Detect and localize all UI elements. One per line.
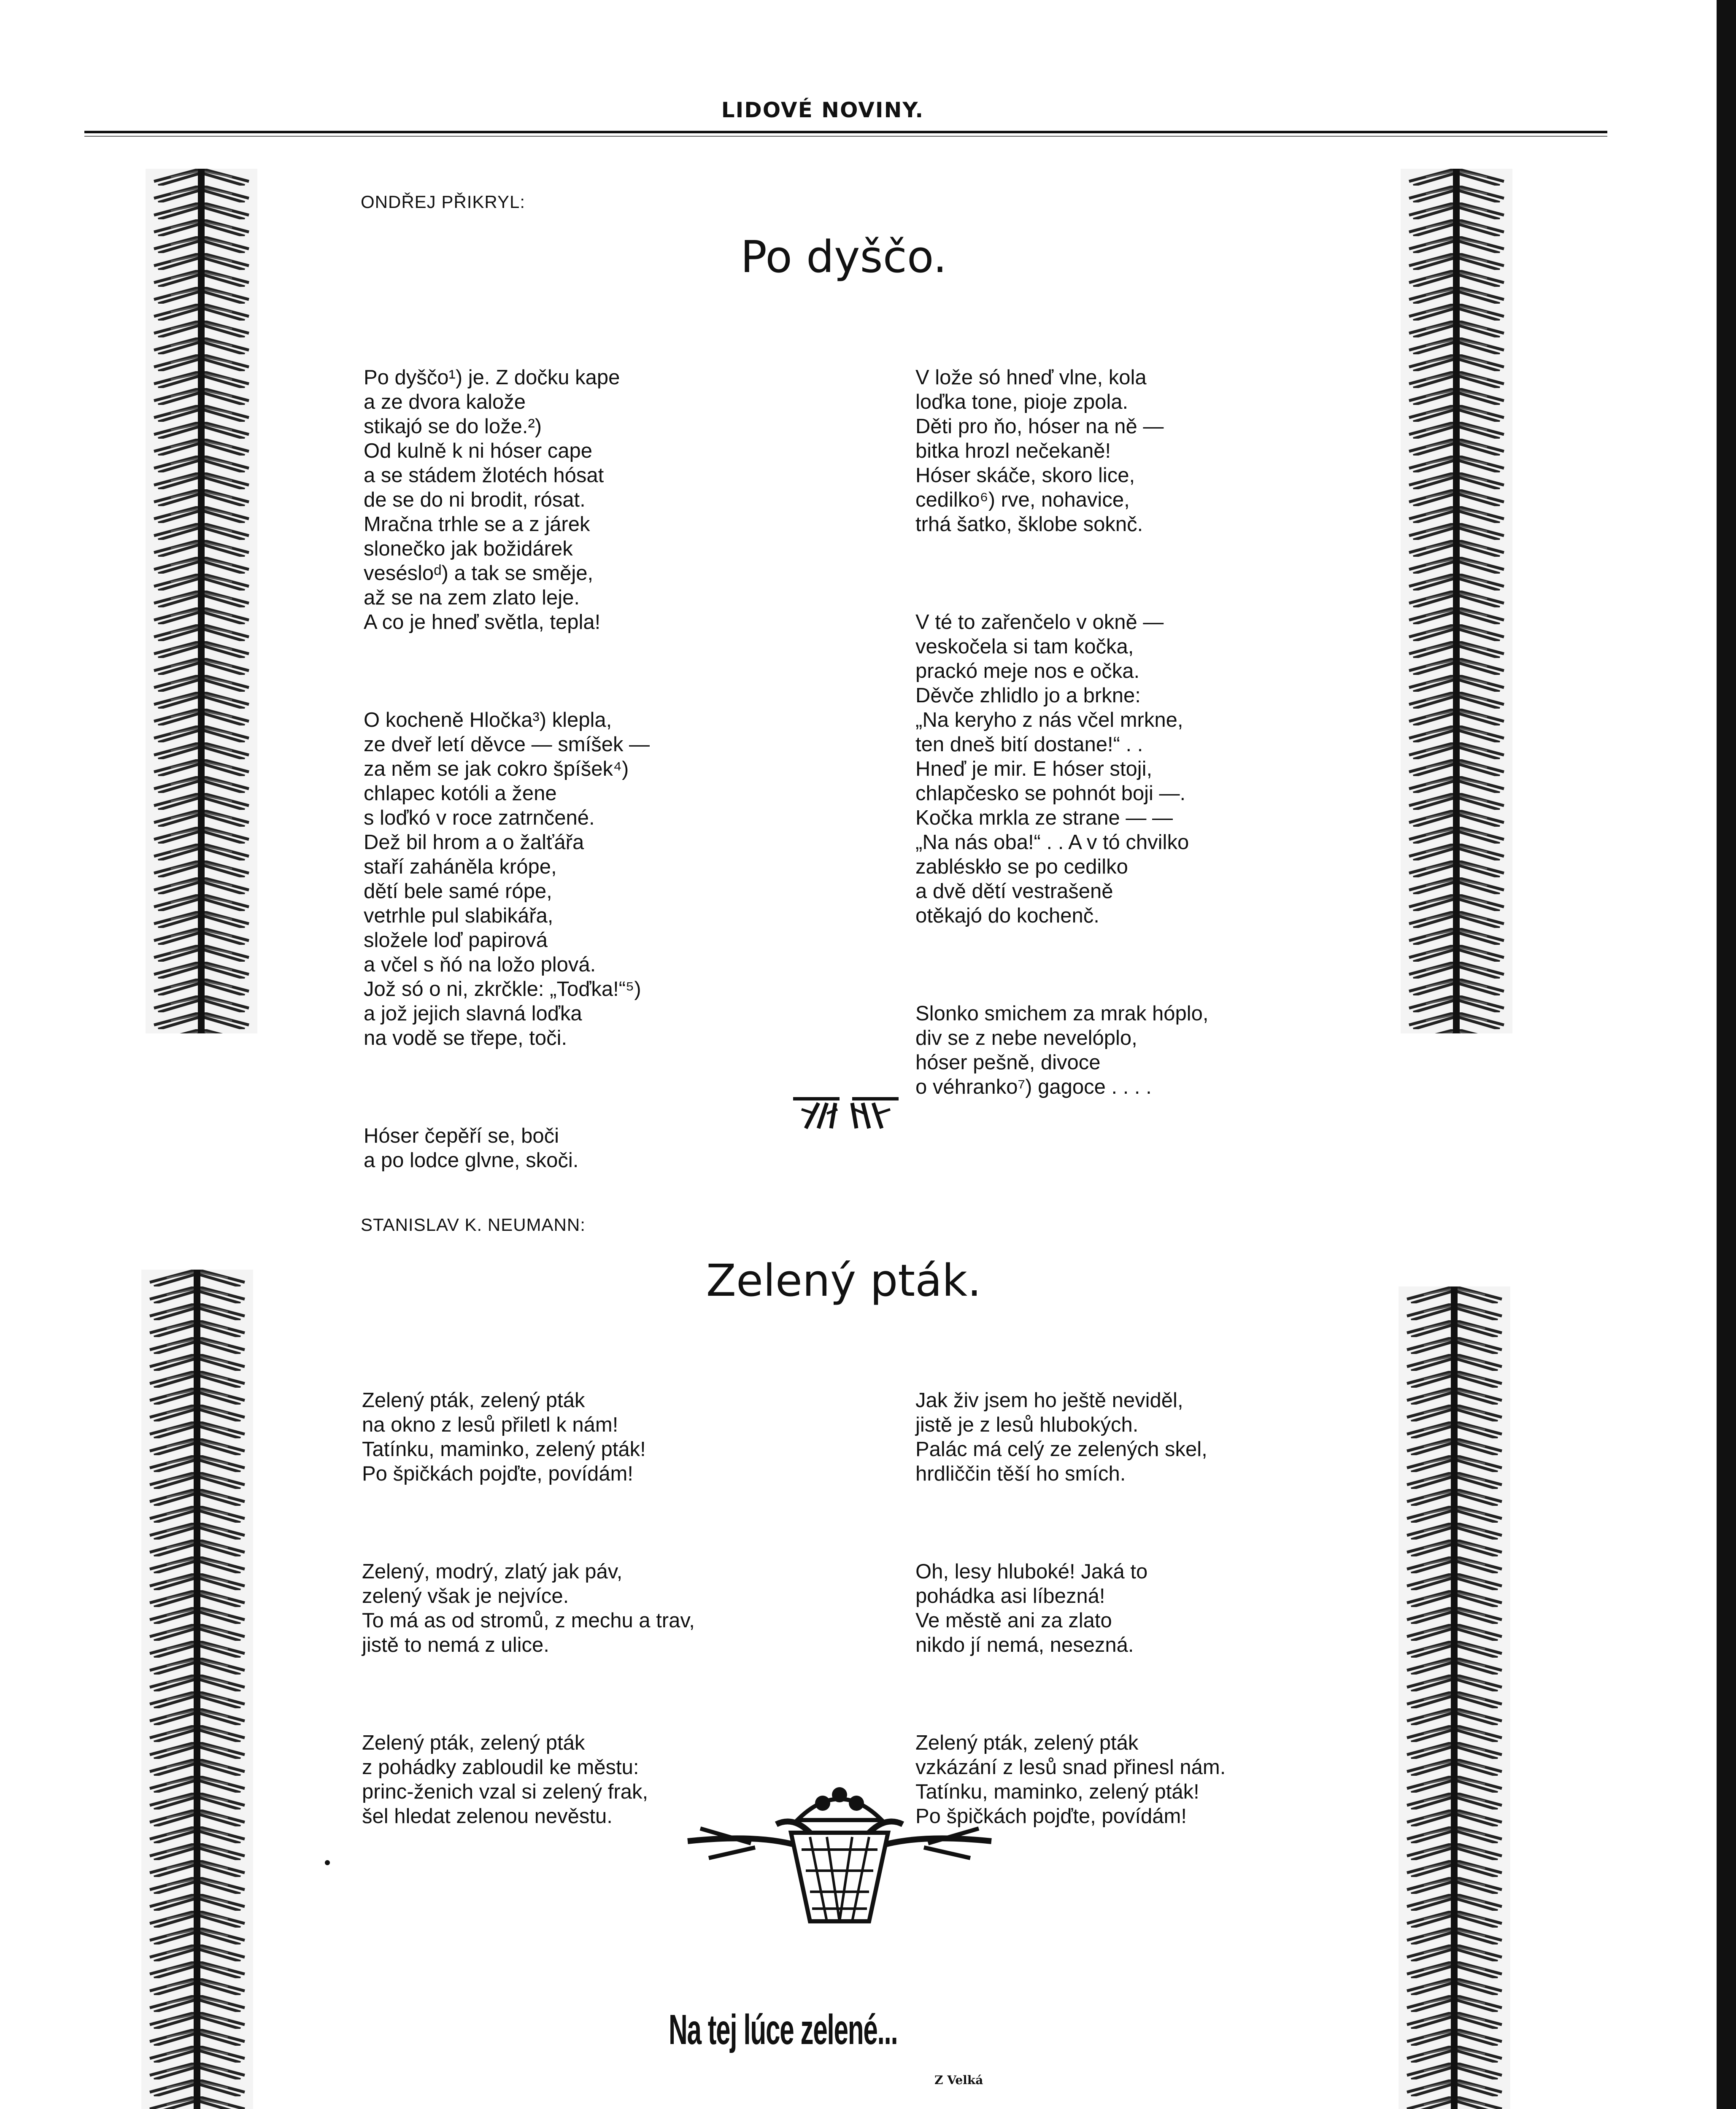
ornament-border-top-right bbox=[1401, 169, 1512, 1033]
poem1-right-column bbox=[915, 316, 1208, 1148]
poem1-left-stanza-1: Po dyščo¹) je. Z dočku kape a ze dvora kalože stikajó se do lože.²) Od kulně k ni hóser cape a se stádem žlotéch hósat de se do ni brodit, rósat. Mračna trhle se a z járek slonečko jak božidárek vesésloᵈ) a tak se směje, až se na zem zlato leje. A co je hneď světla, tepla! bbox=[364, 366, 620, 634]
ornament-border-bottom-right bbox=[1399, 1286, 1510, 2109]
poem1-title: Po dyščo. bbox=[740, 231, 947, 283]
basket-ornament bbox=[683, 1769, 996, 1926]
ornament-border-bottom-left bbox=[141, 1270, 253, 2109]
poem1-right-stanza-3: Slonko smichem za mrak hóplo, div se z nebe nevelóplo, hóser pešně, divoce o véhranko⁷) gagoce . . . . bbox=[915, 1002, 1209, 1098]
poem1-right-stanza-1: V lože só hneď vlne, kola loďka tone, pioje zpola. Děti pro ňo, hóser na ně — bitka hrozl nečekaně! Hóser skáče, skoro lice, cedilko⁶) rve, nohavice, trhá šatko, šklobe soknč. bbox=[915, 366, 1164, 536]
masthead-rule bbox=[84, 131, 1607, 133]
stray-dot bbox=[325, 1860, 330, 1865]
poem1-left-column bbox=[364, 316, 650, 1222]
masthead-rule-thin bbox=[84, 136, 1607, 137]
poem1-left-stanza-2: O kocheně Hločka³) klepla, ze dveř letí děvce — smíšek — za něm se jak cokro špíšek⁴) chlapec kotóli a žene s loďkó v roce zatrnčené. Dež bil hrom a o žalťářa staří zaháněla krópe, dětí bele samé rópe, vetrhle pul slabikářa, složele loď papirová a včel s ňó na ložo plová. Jož só o ni, zkrčkle: „Toďka!“⁵) a jož jejich slavná loďka na vodě se třepe, toči. bbox=[364, 709, 650, 1049]
poem3-origin: Z Velká bbox=[934, 2073, 983, 2087]
poem2-right-stanza-3: Zelený pták, zelený pták vzkázání z lesů snad přinesl nám. Tatínku, maminko, zelený pták! Po špičkách pojďte, povídám! bbox=[915, 1731, 1226, 1828]
poem2-left-column bbox=[362, 1339, 695, 1877]
page-edge-shadow bbox=[1717, 0, 1736, 2109]
poem1-author: ONDŘEJ PŘIKRYL: bbox=[361, 192, 525, 212]
ornament-border-top-left bbox=[146, 169, 257, 1033]
section-divider-ornament bbox=[789, 1090, 903, 1133]
poem1-left-stanza-3: Hóser čepěří se, boči a po lodce glvne, skoči. bbox=[364, 1125, 579, 1172]
poem2-author: STANISLAV K. NEUMANN: bbox=[361, 1215, 586, 1235]
poem2-title: Zelený pták. bbox=[706, 1255, 982, 1306]
newspaper-masthead: LIDOVÉ NOVINY. bbox=[721, 98, 924, 122]
poem2-left-stanza-1: Zelený pták, zelený pták na okno z lesů přiletl k nám! Tatínku, maminko, zelený pták! Po špičkách pojďte, povídám! bbox=[362, 1389, 646, 1485]
poem2-right-stanza-1: Jak živ jsem ho ještě neviděl, jistě je z lesů hlubokých. Palác má celý ze zelených skel, hrdliččin těší ho smích. bbox=[915, 1389, 1207, 1485]
poem2-right-stanza-2: Oh, lesy hluboké! Jaká to pohádka asi líbezná! Ve městě ani za zlato nikdo jí nemá, nesezná. bbox=[915, 1560, 1148, 1656]
poem2-left-stanza-3: Zelený pták, zelený pták z pohádky zabloudil ke městu: princ-ženich vzal si zelený frak, šel hledat zelenou nevěstu. bbox=[362, 1731, 648, 1828]
poem1-right-stanza-2: V té to zařenčelo v okně — veskočela si tam kočka, prackó meje nos e očka. Děvče zhlidlo jo a brkne: „Na keryho z nás včel mrkne, ten dneš bití dostane!“ . . Hneď je mir. E hóser stoji, chlapčesko se pohnót boji —. Kočka mrkla ze strane — — „Na nás oba!“ . . A v tó chvilko zabléskło se po cedilko a dvě dětí vestrašeně otěkajó do kochenč. bbox=[915, 611, 1189, 927]
poem2-left-stanza-2: Zelený, modrý, zlatý jak páv, zelený však je nejvíce. To má as od stromů, z mechu a trav, jistě to nemá z ulice. bbox=[362, 1560, 695, 1656]
poem3-title: Na tej lúce zelené... bbox=[669, 2006, 898, 2053]
